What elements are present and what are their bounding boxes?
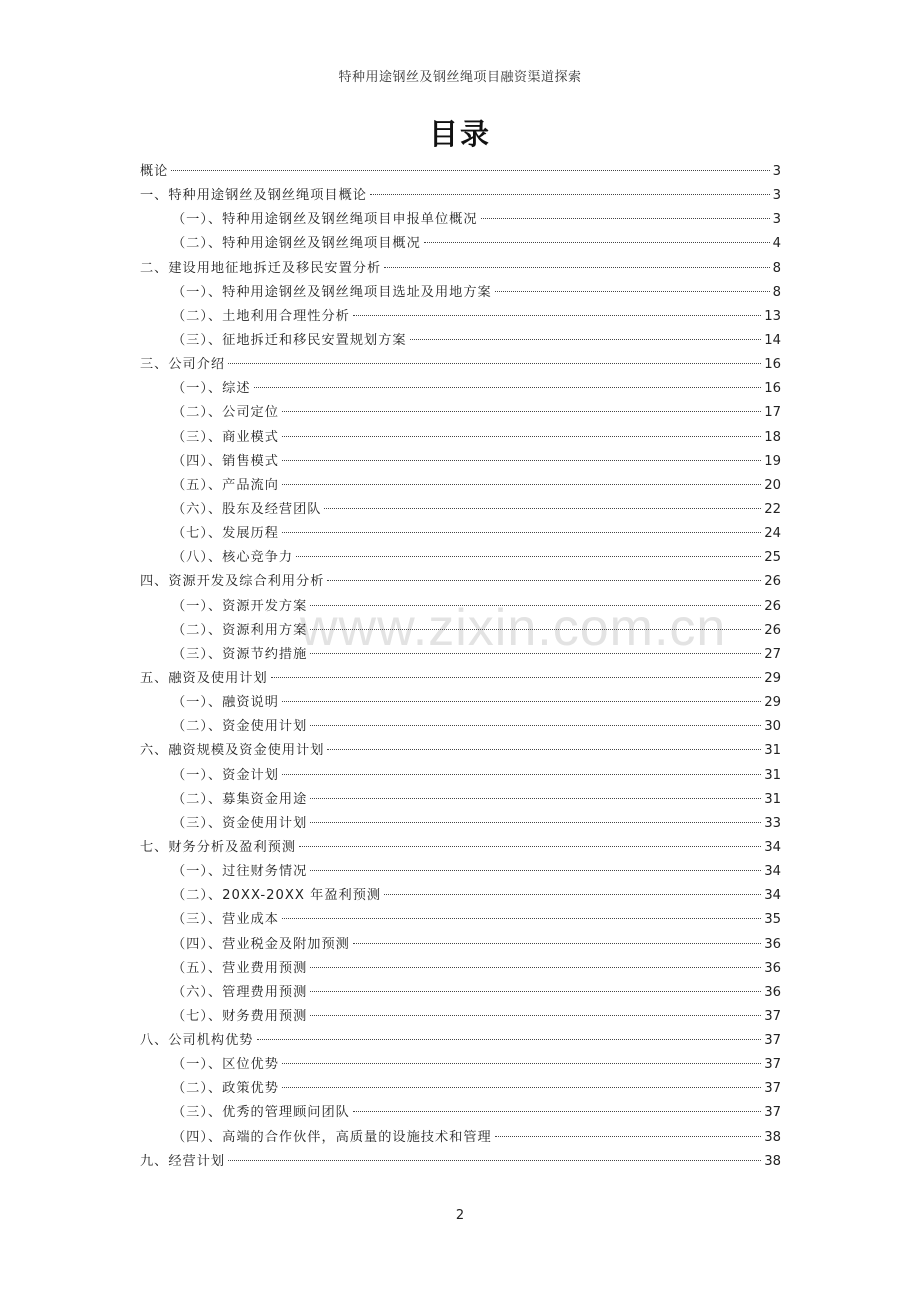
toc-entry[interactable] <box>140 715 781 739</box>
dot-leader <box>257 1039 762 1040</box>
dot-leader <box>310 798 761 799</box>
toc-entry-title: 一、特种用途钢丝及钢丝绳项目概论 <box>140 188 367 204</box>
dot-leader <box>228 363 761 364</box>
dot-leader <box>310 629 761 630</box>
toc-entry-title: （二）、政策优势 <box>172 1081 279 1097</box>
toc-entry-page: 37 <box>764 1105 781 1121</box>
dot-leader <box>384 894 761 895</box>
toc-entry-page: 26 <box>764 574 781 590</box>
toc-entry-page: 8 <box>772 260 781 276</box>
dot-leader <box>282 411 761 412</box>
toc-entry-page: 36 <box>764 936 781 952</box>
toc-entry-page: 34 <box>764 864 781 880</box>
toc-entry-page: 38 <box>764 1129 781 1145</box>
toc-entry[interactable] <box>140 184 781 208</box>
toc-entry[interactable] <box>140 836 781 860</box>
toc-entry-title: （四）、营业税金及附加预测 <box>172 936 350 952</box>
dot-leader <box>310 725 761 726</box>
dot-leader <box>254 387 762 388</box>
toc-entry-title: （一）、特种用途钢丝及钢丝绳项目选址及用地方案 <box>172 284 492 300</box>
toc-entry-page: 4 <box>772 236 781 252</box>
toc-entry-title: （四）、销售模式 <box>172 453 279 469</box>
toc-entry-title: 概论 <box>140 164 169 179</box>
toc-entry-page: 34 <box>764 839 781 855</box>
toc-entry-page: 34 <box>764 888 781 904</box>
dot-leader <box>282 532 761 533</box>
dot-leader <box>282 774 761 775</box>
dot-leader <box>410 339 762 340</box>
running-header: 特种用途钢丝及钢丝绳项目融资渠道探索 <box>338 70 582 85</box>
toc-entry-title: 三、公司介绍 <box>140 357 226 373</box>
dot-leader <box>282 460 761 461</box>
toc-entry-title: 六、融资规模及资金使用计划 <box>140 743 325 759</box>
toc-entry-title: （二）、资金使用计划 <box>172 719 308 735</box>
toc-entry-page: 35 <box>764 912 781 928</box>
toc-entry-title: （三）、资金使用计划 <box>172 815 308 831</box>
toc-entry[interactable] <box>140 643 781 667</box>
toc-entry-page: 3 <box>772 188 781 204</box>
toc-entry-title: （二）、20XX-20XX 年盈利预测 <box>172 888 382 904</box>
toc-entry-page: 24 <box>764 526 781 542</box>
toc-entry-title: （三）、商业模式 <box>172 429 279 445</box>
toc-entry-title: 九、经营计划 <box>140 1153 226 1169</box>
dot-leader <box>310 653 761 654</box>
toc-entry-page: 16 <box>764 381 781 397</box>
toc-entry-page: 37 <box>764 1033 781 1049</box>
toc-entry[interactable] <box>140 981 781 1005</box>
toc-entry[interactable] <box>140 401 781 425</box>
watermark: www.zixin.com.cn <box>300 599 727 657</box>
toc-entry[interactable] <box>140 739 781 763</box>
toc-entry-title: 二、建设用地征地拆迁及移民安置分析 <box>140 260 382 276</box>
toc-entry-page: 18 <box>764 429 781 445</box>
dot-leader <box>327 749 761 750</box>
toc-entry-page: 20 <box>764 477 781 493</box>
dot-leader <box>327 580 761 581</box>
toc-entry[interactable] <box>140 1077 781 1101</box>
toc-entry-page: 3 <box>772 164 781 179</box>
toc-entry[interactable] <box>140 498 781 522</box>
dot-leader <box>310 870 761 871</box>
toc-entry-title: （三）、优秀的管理顾问团队 <box>172 1105 350 1121</box>
toc-entry-title: （一）、资源开发方案 <box>172 598 308 614</box>
dot-leader <box>324 508 761 509</box>
toc-entry[interactable] <box>140 1101 781 1125</box>
dot-leader <box>370 194 770 195</box>
toc-title: 目录 <box>428 117 491 151</box>
dot-leader <box>282 484 761 485</box>
toc-entry-page: 37 <box>764 1008 781 1024</box>
toc-entry-title: （五）、营业费用预测 <box>172 960 308 976</box>
toc-entry-page: 26 <box>764 598 781 614</box>
toc-entry[interactable] <box>140 595 781 619</box>
toc-entry[interactable] <box>140 570 781 594</box>
toc-entry[interactable] <box>140 329 781 353</box>
dot-leader <box>296 556 761 557</box>
toc-entry[interactable] <box>140 691 781 715</box>
toc-entry-title: （五）、产品流向 <box>172 477 279 493</box>
toc-entry-title: （七）、发展历程 <box>172 526 279 542</box>
toc-entry-page: 37 <box>764 1081 781 1097</box>
toc-entry-page: 31 <box>764 743 781 759</box>
toc-entry-page: 13 <box>764 308 781 324</box>
toc-entry[interactable] <box>140 1126 781 1150</box>
toc-entry-title: （四）、高端的合作伙伴，高质量的设施技术和管理 <box>172 1129 492 1145</box>
dot-leader <box>353 315 761 316</box>
dot-leader <box>495 291 770 292</box>
toc-entry-page: 25 <box>764 550 781 566</box>
toc-entry-page: 17 <box>764 405 781 421</box>
toc-entry[interactable] <box>140 908 781 932</box>
toc-entry-title: （三）、征地拆迁和移民安置规划方案 <box>172 332 407 348</box>
toc-entry[interactable] <box>140 957 781 981</box>
toc-entry[interactable] <box>140 474 781 498</box>
dot-leader <box>171 170 769 171</box>
toc-entry-title: （二）、资源利用方案 <box>172 622 308 638</box>
toc-entry[interactable] <box>140 1150 781 1174</box>
toc-entry[interactable] <box>140 522 781 546</box>
dot-leader <box>310 991 761 992</box>
toc-entry[interactable] <box>140 884 781 908</box>
toc-entry-title: 四、资源开发及综合利用分析 <box>140 574 325 590</box>
toc-entry-title: （六）、股东及经营团队 <box>172 501 322 517</box>
toc-entry-title: （二）、公司定位 <box>172 405 279 421</box>
toc-entry[interactable] <box>140 812 781 836</box>
toc-entry[interactable] <box>140 160 781 184</box>
dot-leader <box>299 846 761 847</box>
dot-leader <box>228 1160 761 1161</box>
dot-leader <box>310 822 761 823</box>
toc-entry-title: （二）、募集资金用途 <box>172 791 308 807</box>
toc-entry-title: （一）、融资说明 <box>172 695 279 711</box>
toc-entry-title: （一）、资金计划 <box>172 767 279 783</box>
dot-leader <box>282 1087 761 1088</box>
toc-entry[interactable] <box>140 546 781 570</box>
toc-entry-page: 38 <box>764 1153 781 1169</box>
toc-entry-page: 30 <box>764 719 781 735</box>
dot-leader <box>495 1136 762 1137</box>
toc-entry-title: （六）、管理费用预测 <box>172 984 308 1000</box>
toc-entry[interactable] <box>140 1029 781 1053</box>
toc-entry-title: （一）、综述 <box>172 381 251 397</box>
dot-leader <box>282 436 761 437</box>
dot-leader <box>384 267 769 268</box>
toc-entry-title: 七、财务分析及盈利预测 <box>140 839 297 855</box>
toc-entry-page: 26 <box>764 622 781 638</box>
toc-entry-page: 33 <box>764 815 781 831</box>
dot-leader <box>353 943 761 944</box>
toc-entry-page: 3 <box>772 212 781 228</box>
toc-entry-title: （一）、特种用途钢丝及钢丝绳项目申报单位概况 <box>172 212 478 228</box>
toc-entry-title: （三）、资源节约措施 <box>172 646 308 662</box>
toc-entry[interactable] <box>140 1005 781 1029</box>
toc-entry[interactable] <box>140 353 781 377</box>
dot-leader <box>310 605 761 606</box>
toc-entry-title: （二）、土地利用合理性分析 <box>172 308 350 324</box>
toc-entry-title: （八）、核心竞争力 <box>172 550 294 566</box>
toc-entry-page: 37 <box>764 1057 781 1073</box>
toc-entry[interactable] <box>140 208 781 232</box>
toc-entry-page: 14 <box>764 332 781 348</box>
toc-entry[interactable] <box>140 860 781 884</box>
page-number: 2 <box>455 1208 465 1223</box>
toc-entry-page: 22 <box>764 501 781 517</box>
toc-entry-page: 31 <box>764 791 781 807</box>
toc-entry[interactable] <box>140 667 781 691</box>
dot-leader <box>310 1015 761 1016</box>
toc-entry-title: 八、公司机构优势 <box>140 1033 254 1049</box>
toc-entry[interactable] <box>140 377 781 401</box>
toc-entry[interactable] <box>140 619 781 643</box>
toc-entry[interactable] <box>140 450 781 474</box>
dot-leader <box>282 1063 761 1064</box>
dot-leader <box>282 701 761 702</box>
toc-entry-page: 16 <box>764 357 781 373</box>
toc-entry-page: 8 <box>772 284 781 300</box>
toc-entry-title: （二）、特种用途钢丝及钢丝绳项目概况 <box>172 236 421 252</box>
toc-entry-title: （三）、营业成本 <box>172 912 279 928</box>
toc-entry[interactable] <box>140 232 781 256</box>
toc-entry[interactable] <box>140 257 781 281</box>
toc-entry-page: 36 <box>764 984 781 1000</box>
toc-entry[interactable] <box>140 305 781 329</box>
toc-entry-page: 29 <box>764 695 781 711</box>
dot-leader <box>282 918 761 919</box>
toc-entry-page: 27 <box>764 646 781 662</box>
toc-entry-page: 36 <box>764 960 781 976</box>
toc-entry-title: 五、融资及使用计划 <box>140 670 268 686</box>
dot-leader <box>424 242 770 243</box>
toc-entry-title: （一）、区位优势 <box>172 1057 279 1073</box>
dot-leader <box>481 218 770 219</box>
toc-entry-title: （七）、财务费用预测 <box>172 1008 308 1024</box>
dot-leader <box>271 677 762 678</box>
toc-entry-title: （一）、过往财务情况 <box>172 864 308 880</box>
toc-entry-page: 31 <box>764 767 781 783</box>
table-of-contents <box>140 160 781 1174</box>
toc-entry[interactable] <box>140 764 781 788</box>
dot-leader <box>310 967 761 968</box>
toc-entry-page: 29 <box>764 670 781 686</box>
toc-entry-page: 19 <box>764 453 781 469</box>
dot-leader <box>353 1111 761 1112</box>
toc-entry[interactable] <box>140 426 781 450</box>
toc-entry[interactable] <box>140 933 781 957</box>
toc-entry[interactable] <box>140 1053 781 1077</box>
toc-entry[interactable] <box>140 788 781 812</box>
toc-entry[interactable] <box>140 281 781 305</box>
